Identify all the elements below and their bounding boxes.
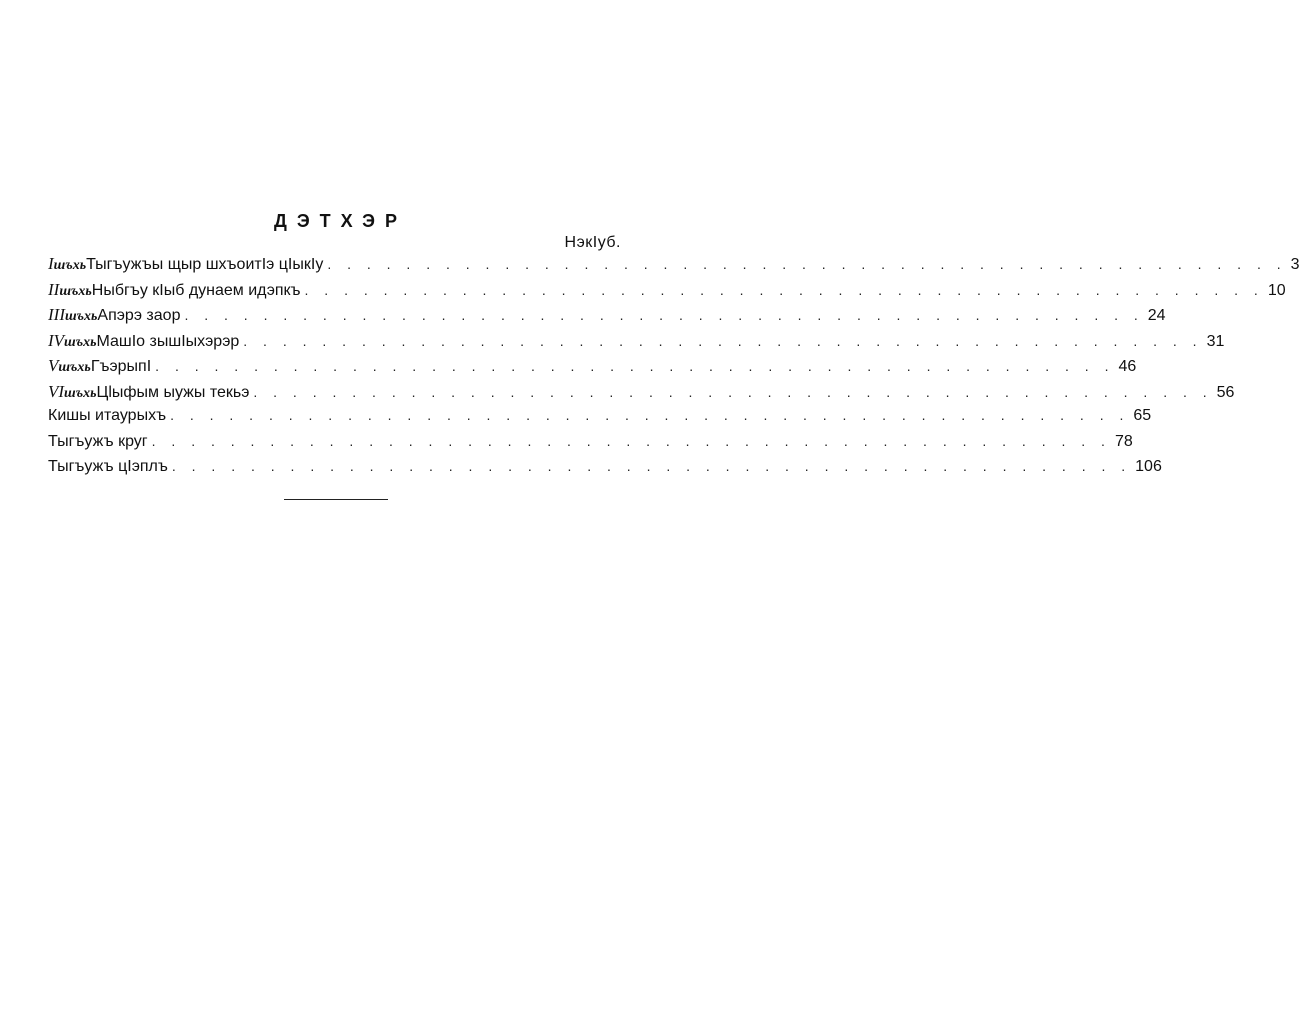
chapter-number: V xyxy=(48,356,59,375)
chapter-word: шъхь xyxy=(64,309,98,324)
page-number: 31 xyxy=(1206,332,1225,350)
chapter-number: II xyxy=(48,279,60,299)
dot-leader: . . . . . . . . . . . . . . . . . . . . . . . . . . . . . . . . . . . . . . . . . . . . . . . . . xyxy=(155,358,1115,374)
dot-leader: . . . . . . . . . . . . . . . . . . . . . . . . . . . . . . . . . . . . . . . . . . . . . . . . . xyxy=(243,332,1203,349)
toc-entry xyxy=(48,432,1133,459)
chapter-number: IV xyxy=(48,330,65,350)
entry-title: Цlыфым ыужы текьэ xyxy=(96,383,250,401)
page-number: 46 xyxy=(1118,358,1137,375)
chapter-word: шъхь xyxy=(58,360,91,375)
entry-title: МашIо зышIыхэрэр xyxy=(96,332,240,350)
page-column-label: НэкIуб. xyxy=(564,234,621,251)
dot-leader: . . . . . . . . . . . . . . . . . . . . . . . . . . . . . . . . . . . . . . . . . . . . . . . . . xyxy=(253,383,1213,400)
entry-title: Тыгъужъ цIэплъ xyxy=(48,458,168,475)
chapter-number: VI xyxy=(48,381,65,401)
entry-title: Тыгъужъ круг xyxy=(48,432,148,450)
toc-entry xyxy=(48,356,1137,382)
page-number: 10 xyxy=(1267,281,1286,299)
page-number: 56 xyxy=(1216,383,1235,401)
page-number: 24 xyxy=(1147,307,1166,324)
dot-leader: . . . . . . . . . . . . . . . . . . . . . . . . . . . . . . . . . . . . . . . . . . . . . . . . . xyxy=(184,307,1144,323)
dot-leader: . . . . . . . . . . . . . . . . . . . . . . . . . . . . . . . . . . . . . . . . . . . . . . . . . xyxy=(327,256,1287,272)
page-number: 65 xyxy=(1133,407,1152,424)
chapter-word: шъхь xyxy=(64,334,97,350)
chapter-word: шъхь xyxy=(53,258,87,273)
entry-title: Апэрэ заор xyxy=(97,307,181,324)
chapter-number: III xyxy=(48,305,65,324)
toc-entry xyxy=(48,381,1235,408)
page-number: 106 xyxy=(1135,458,1162,475)
dot-leader: . . . . . . . . . . . . . . . . . . . . . . . . . . . . . . . . . . . . . . . . . . . . . . . . . xyxy=(304,281,1264,298)
chapter-word: шъхь xyxy=(59,283,92,299)
toc-entry xyxy=(48,305,1166,331)
toc-list xyxy=(48,254,1300,484)
toc-entry xyxy=(48,330,1225,357)
toc-entry xyxy=(48,254,1300,280)
page-number: 78 xyxy=(1114,432,1133,450)
dot-leader: . . . . . . . . . . . . . . . . . . . . . . . . . . . . . . . . . . . . . . . . . . . . . . . . . xyxy=(171,458,1132,474)
entry-title: ГъэрыпI xyxy=(90,358,152,375)
divider-rule xyxy=(284,499,388,500)
dot-leader: . . . . . . . . . . . . . . . . . . . . . . . . . . . . . . . . . . . . . . . . . . . . . . . . . xyxy=(170,407,1130,423)
entry-title: Кишы итаурыхъ xyxy=(48,407,167,424)
page-number: 3 xyxy=(1290,256,1300,273)
toc-title: ДЭТХЭР xyxy=(274,211,407,231)
toc-entry xyxy=(48,407,1152,433)
chapter-word: шъхь xyxy=(64,385,97,401)
chapter-number: I xyxy=(48,254,54,273)
entry-title: Ныбгъу кIыб дунаем идэпкъ xyxy=(91,281,301,299)
toc-entry xyxy=(48,458,1162,484)
toc-entry xyxy=(48,279,1286,306)
entry-title: Тыгъужъы щыр шхъоитIэ цIыкIу xyxy=(86,256,324,273)
dot-leader: . . . . . . . . . . . . . . . . . . . . . . . . . . . . . . . . . . . . . . . . . . . . . . . . . xyxy=(151,432,1111,449)
